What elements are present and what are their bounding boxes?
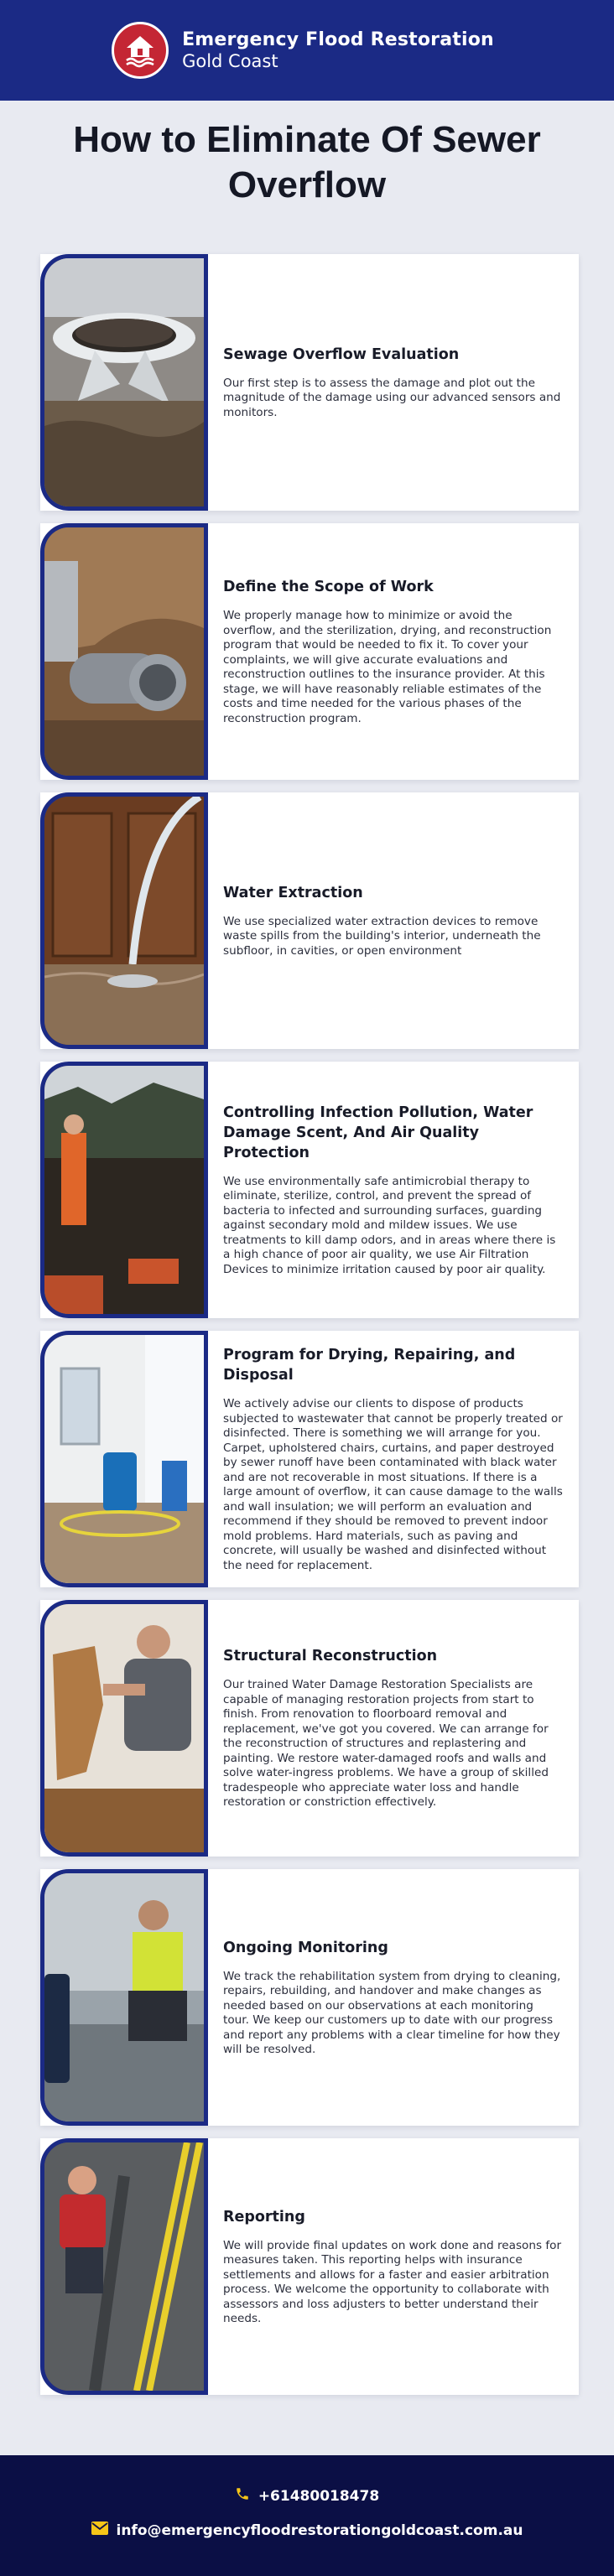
step-card xyxy=(40,792,579,1049)
step-card xyxy=(40,1600,579,1857)
step-description: We track the rehabilitation system from drying to cleaning, repairs, rebuilding, and handover and make changes as needed based on our observations at each monitoring tour. We keep our customers up to date with our progress and report any problems with a clear timeline for how they will be resolved. xyxy=(223,1969,561,2056)
step-image-drying-equipment xyxy=(40,1331,208,1587)
step-content xyxy=(223,1600,563,1857)
step-description: Our first step is to assess the damage and plot out the magnitude of the damage using our advanced sensors and monitors. xyxy=(223,376,561,419)
step-description: We actively advise our clients to dispose of products subjected to wastewater that cannot be properly treated or disinfected. There is something we will arrange for you. Carpet, upholstered chairs, curtains, and paper destroyed by sewer runoff have been contaminated with black water and are not recoverable in most situations. If there is a large amount of overflow, it can cause damage to the walls and wall insulation; we will perform an evaluation and recommend if they should be removed to prevent indoor mold problems. Hard materials, such as paving and concrete, will usually be washed and disinfected without the need for replacement. xyxy=(223,1397,563,1572)
footer-email-address: info@emergencyfloodrestorationgoldcoast.com.au xyxy=(116,2521,523,2539)
footer-email-link[interactable] xyxy=(0,2521,614,2539)
brand-name xyxy=(182,29,494,71)
step-image-monitoring xyxy=(40,1869,208,2126)
step-description: We use environmentally safe antimicrobial therapy to eliminate, sterilize, control, and prevent the spread of bacteria to infected and surrounding surfaces, guarding against secondary mold and mildew issues. We use treatments to kill damp odors, and in areas where there is a high chance of poor air quality, we use Air Filtration Devices to minimize irritation caused by poor air quality. xyxy=(223,1174,556,1276)
step-content xyxy=(223,523,563,780)
step-description: We properly manage how to minimize or avoid the overflow, and the sterilization, drying, and reconstruction program that would be needed to fix it. To cover your complaints, we will give accurate evaluations and reconstruction outlines to the insurance provider. At this stage, we will have reasonably reliable estimates of the costs and time needed for the various phases of the reconstruction program. xyxy=(223,609,552,725)
step-title: Ongoing Monitoring xyxy=(223,1939,388,1956)
step-title: Water Extraction xyxy=(223,884,363,901)
step-card xyxy=(40,254,579,511)
step-title: Structural Reconstruction xyxy=(223,1648,438,1665)
step-title: Controlling Infection Pollution, Water Damage Scent, And Air Quality Protection xyxy=(223,1104,533,1161)
step-content xyxy=(223,1331,563,1587)
step-card xyxy=(40,523,579,780)
step-content xyxy=(223,792,563,1049)
envelope-icon xyxy=(91,2521,108,2539)
step-description: We will provide final updates on work done and reasons for measures taken. This reporting helps with insurance settlements and allows for a faster and easier arbitration process. We welcome the opportunity to collaborate with assessors and loss adjusters to better understand their needs. xyxy=(223,2238,562,2325)
footer-phone-number: +61480018478 xyxy=(258,2487,380,2505)
step-content xyxy=(223,1062,563,1318)
site-footer xyxy=(0,2455,614,2576)
house-water-logo-icon xyxy=(112,22,169,79)
site-header xyxy=(0,0,614,101)
brand-name-line2: Gold Coast xyxy=(182,51,278,71)
step-card xyxy=(40,2138,579,2395)
step-title: Define the Scope of Work xyxy=(223,579,434,595)
step-card xyxy=(40,1869,579,2126)
step-description: We use specialized water extraction devices to remove waste spills from the building's interior, underneath the subfloor, in cavities, or open environment xyxy=(223,914,541,958)
step-image-water-extraction xyxy=(40,792,208,1049)
step-card xyxy=(40,1062,579,1318)
step-content xyxy=(223,254,563,511)
page-title: How to Eliminate Of Sewer Overflow xyxy=(73,119,541,205)
step-title: Sewage Overflow Evaluation xyxy=(223,345,460,363)
step-title: Reporting xyxy=(223,2208,305,2225)
phone-icon xyxy=(235,2486,250,2506)
step-image-manhole-overflow xyxy=(40,254,208,511)
step-description: Our trained Water Damage Restoration Specialists are capable of managing restoration projects from start to finish. From renovation to floorboard removal and replacement, we've got you covered. We can arrange for the reconstruction of structures and replastering and painting. We restore water-damaged roofs and walls and solve water-ingress problems. We have a group of skilled tradespeople who appreciate water loss and handle restoration or constriction effectively. xyxy=(223,1678,549,1810)
step-content xyxy=(223,2138,563,2395)
footer-phone-link[interactable] xyxy=(0,2486,614,2506)
step-image-drain-inspection xyxy=(40,2138,208,2395)
step-content xyxy=(223,1869,563,2126)
step-card xyxy=(40,1331,579,1587)
step-image-flood-cleanup xyxy=(40,1062,208,1318)
step-image-sewer-pipe xyxy=(40,523,208,780)
brand-name-line1: Emergency Flood Restoration xyxy=(182,29,494,50)
step-image-wall-repair xyxy=(40,1600,208,1857)
step-title: Program for Drying, Repairing, and Disposal xyxy=(223,1347,516,1384)
brand-logo-link[interactable] xyxy=(112,22,494,79)
